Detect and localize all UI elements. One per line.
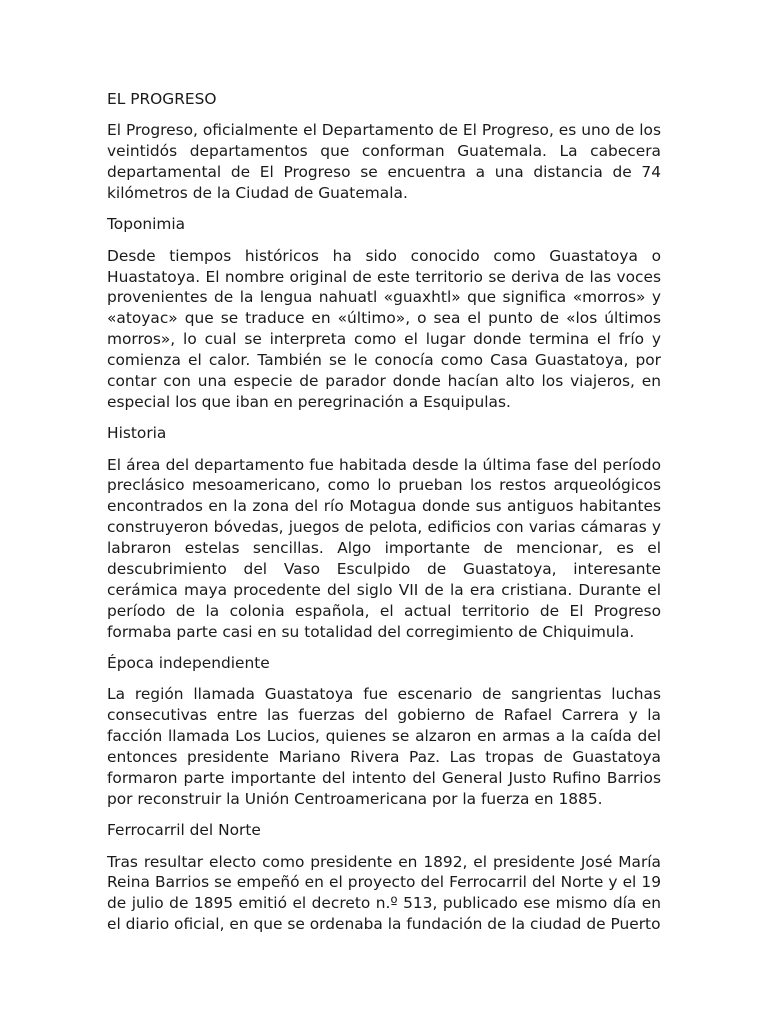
section-body-ferrocarril: Tras resultar electo como presidente en 1892, el presidente José María Reina Barrios se empeñó en el proyecto del Ferrocarril del Norte y el 19 de julio de 1895 emitió el decreto n.º 513, publicado ese mismo día en el diario oficial, en que se ordenaba la fundación de la ciudad de Puerto	[107, 852, 661, 934]
document-page	[107, 89, 661, 946]
section-heading-ferrocarril: Ferrocarril del Norte	[107, 821, 261, 840]
section-body-toponimia: Desde tiempos históricos ha sido conocido como Guastatoya o Huastatoya. El nombre original de este territorio se deriva de las voces provenientes de la lengua nahuatl «guaxhtl» que significa «morros» y «atoyac» que se traduce en «último», o sea el punto de «los últimos morros», lo cual se interpreta como el lugar donde termina el frío y comienza el calor. También se le conocía como Casa Guastatoya, por contar con una especie de parador donde hacían alto los viajeros, en especial los que iban en peregrinación a Esquipulas.	[107, 246, 661, 411]
section-heading-epoca-independiente: Época independiente	[107, 654, 270, 673]
section-heading-historia: Historia	[107, 424, 167, 443]
document-title: EL PROGRESO	[107, 90, 217, 108]
section-body-epoca-independiente: La región llamada Guastatoya fue escenario de sangrientas luchas consecutivas entre las fuerzas del gobierno de Rafael Carrera y la facción llamada Los Lucios, quienes se alzaron en armas a la caída del entonces presidente Mariano Rivera Paz. Las tropas de Guastatoya formaron parte importante del intento del General Justo Rufino Barrios por reconstruir la Unión Centroamericana por la fuerza en 1885.	[107, 685, 661, 808]
section-heading-toponimia: Toponimia	[107, 215, 186, 234]
section-body-historia: El área del departamento fue habitada desde la última fase del período preclásico mesoamericano, como lo prueban los restos arqueológicos encontrados en la zona del río Motagua donde sus antiguos habitantes construyeron bóvedas, juegos de pelota, edificios con varias cámaras y labraron estelas sencillas. Algo importante de mencionar, es el descubrimiento del Vaso Esculpido de Guastatoya, interesante cerámica maya procedente del siglo VII de la era cristiana. Durante el período de la colonia española, el actual territorio de El Progreso formaba parte casi en su totalidad del corregimiento de Chiquimula.	[107, 455, 661, 641]
intro-paragraph: El Progreso, oficialmente el Departamento de El Progreso, es uno de los veintidós departamentos que conforman Guatemala. La cabecera departamental de El Progreso se encuentra a una distancia de 74 kilómetros de la Ciudad de Guatemala.	[107, 121, 661, 203]
